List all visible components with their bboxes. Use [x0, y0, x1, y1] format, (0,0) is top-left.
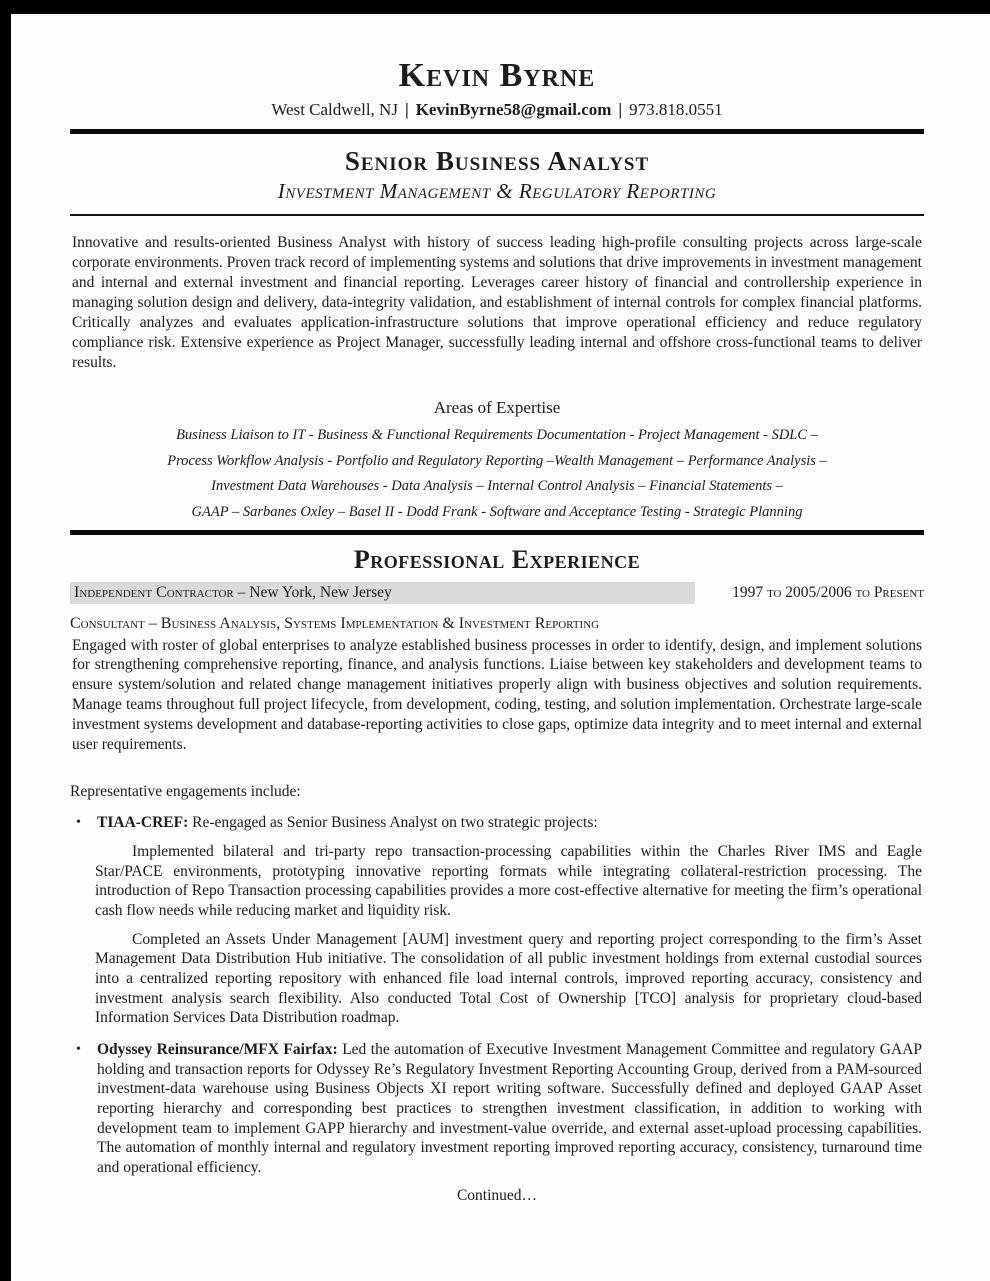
bullet-icon: •	[76, 815, 81, 831]
engagement-bullet-odyssey	[72, 1040, 922, 1178]
expertise-line: Investment Data Warehouses - Data Analysis – Internal Control Analysis – Financial Statements –	[211, 478, 783, 495]
contact-phone: 973.818.0551	[629, 100, 723, 120]
job-role-line: Consultant – Business Analysis, Systems Implementation & Investment Reporting	[70, 614, 600, 632]
expertise-heading: Areas of Expertise	[433, 397, 561, 417]
resume-subtitle: Investment Management & Regulatory Reporting	[277, 179, 717, 204]
expertise-line: Business Liaison to IT - Business & Functional Requirements Documentation - Project Management - SDLC –	[176, 426, 818, 443]
experience-overview: Engaged with roster of global enterprises to analyze established business processes in order to identify, design, and implement solutions for strengthening comprehensive reporting, finance, and analysis functions. Liaise between key stakeholders and development teams to ensure system/solution and related change management initiatives properly align with business objectives and solution requirements. Manage teams throughout full project lifecycle, from development, coding, testing, and solution implementation. Orchestrate large-scale investment systems development and database-reporting activities to close gaps, optimize data integrity and to meet internal and external user requirements.	[72, 636, 922, 754]
employer-location: – New York, New Jersey	[237, 583, 392, 601]
experience-section-heading: Professional Experience	[353, 545, 641, 575]
engagements-intro: Representative engagements include:	[70, 783, 301, 801]
areas-of-expertise	[70, 398, 924, 522]
employer-name: Independent Contractor	[74, 583, 234, 601]
engagement-client: Odyssey Reinsurance/MFX Fairfax:	[97, 1041, 338, 1059]
bullet-icon: •	[76, 1042, 81, 1058]
engagement-detail-paragraph: Completed an Assets Under Management [AUM] investment query and reporting project corresponding to the firm’s Asset Management Data Distribution Hub initiative. The consolidation of all public investment holdings from external custodial sources into a centralized reporting repository with enhanced file load internal controls, improved reporting accuracy, consistency and investment analysis search flexibility. Also conducted Total Cost of Ownership [TCO] analysis for proprietary cloud-based Information Services Data Distribution roadmap.	[95, 930, 922, 1027]
summary-paragraph: Innovative and results-oriented Business Analyst with history of success leading high-profile consulting projects across large-scale corporate environments. Proven track record of implementing systems and solutions that drive improvements in investment management and internal and external investment and financial reporting. Leverages career history of financial and controllership experience in managing solution design and delivery, data-integrity validation, and establishment of internal controls for complex financial platforms. Critically analyzes and evaluates application-infrastructure solutions that improve operational efficiency and reduce regulatory compliance risk. Extensive experience as Project Manager, successfully leading internal and offshore cross-functional teams to deliver results.	[72, 233, 922, 371]
engagement-text: Led the automation of Executive Investment Management Committee and regulatory GAAP holding and transaction reports for Odyssey Re’s Regulatory Investment Reporting Accounting Group, derived from a PAM-sourced investment-data warehouse using Business Objects XI report writing software. Successfully defined and deployed GAAP Asset reporting hierarchy and corresponding best practices to strengthen investment classification, in addition to working with development team to implement GAPP hierarchy and investment-value override, and external asset-upload processing capabilities. The automation of monthly internal and regulatory investment reporting improved reporting accuracy, consistency, turnaround time and operational efficiency.	[97, 1041, 923, 1177]
candidate-name: Kevin Byrne	[398, 57, 596, 94]
separator: |	[618, 100, 623, 120]
employment-dates: 1997 to 2005/2006 to Present	[732, 583, 924, 601]
expertise-line: GAAP – Sarbanes Oxley – Basel II - Dodd Frank - Software and Acceptance Testing - Strategic Planning	[191, 504, 803, 521]
continued-note: Continued…	[456, 1186, 538, 1204]
resume-title: Senior Business Analyst	[344, 146, 650, 177]
engagement-text: Re-engaged as Senior Business Analyst on two strategic projects:	[192, 814, 598, 832]
contact-line	[70, 100, 924, 120]
contact-email: KevinByrne58@gmail.com	[415, 100, 612, 120]
employer-cell	[70, 582, 695, 604]
expertise-line: Process Workflow Analysis - Portfolio and Regulatory Reporting –Wealth Management – Performance Analysis –	[167, 452, 827, 469]
engagement-bullet-tiaa	[72, 813, 922, 833]
employer-row	[70, 582, 924, 604]
divider-rule	[70, 530, 924, 535]
resume-header	[70, 56, 924, 120]
title-block	[70, 134, 924, 216]
separator: |	[404, 100, 409, 120]
engagement-client: TIAA-CREF:	[97, 814, 189, 832]
engagement-detail-paragraph: Implemented bilateral and tri-party repo transaction-processing capabilities within the Charles River IMS and Eagle Star/PACE environments, prototyping innovative reporting formats while integrating collateral-restriction processing. The introduction of Repo Transaction processing capabilities provides a more cost-effective alternative for meeting the firm’s operational cash flow needs while reducing market and liquidity risk.	[95, 843, 922, 920]
contact-location: West Caldwell, NJ	[271, 100, 398, 120]
